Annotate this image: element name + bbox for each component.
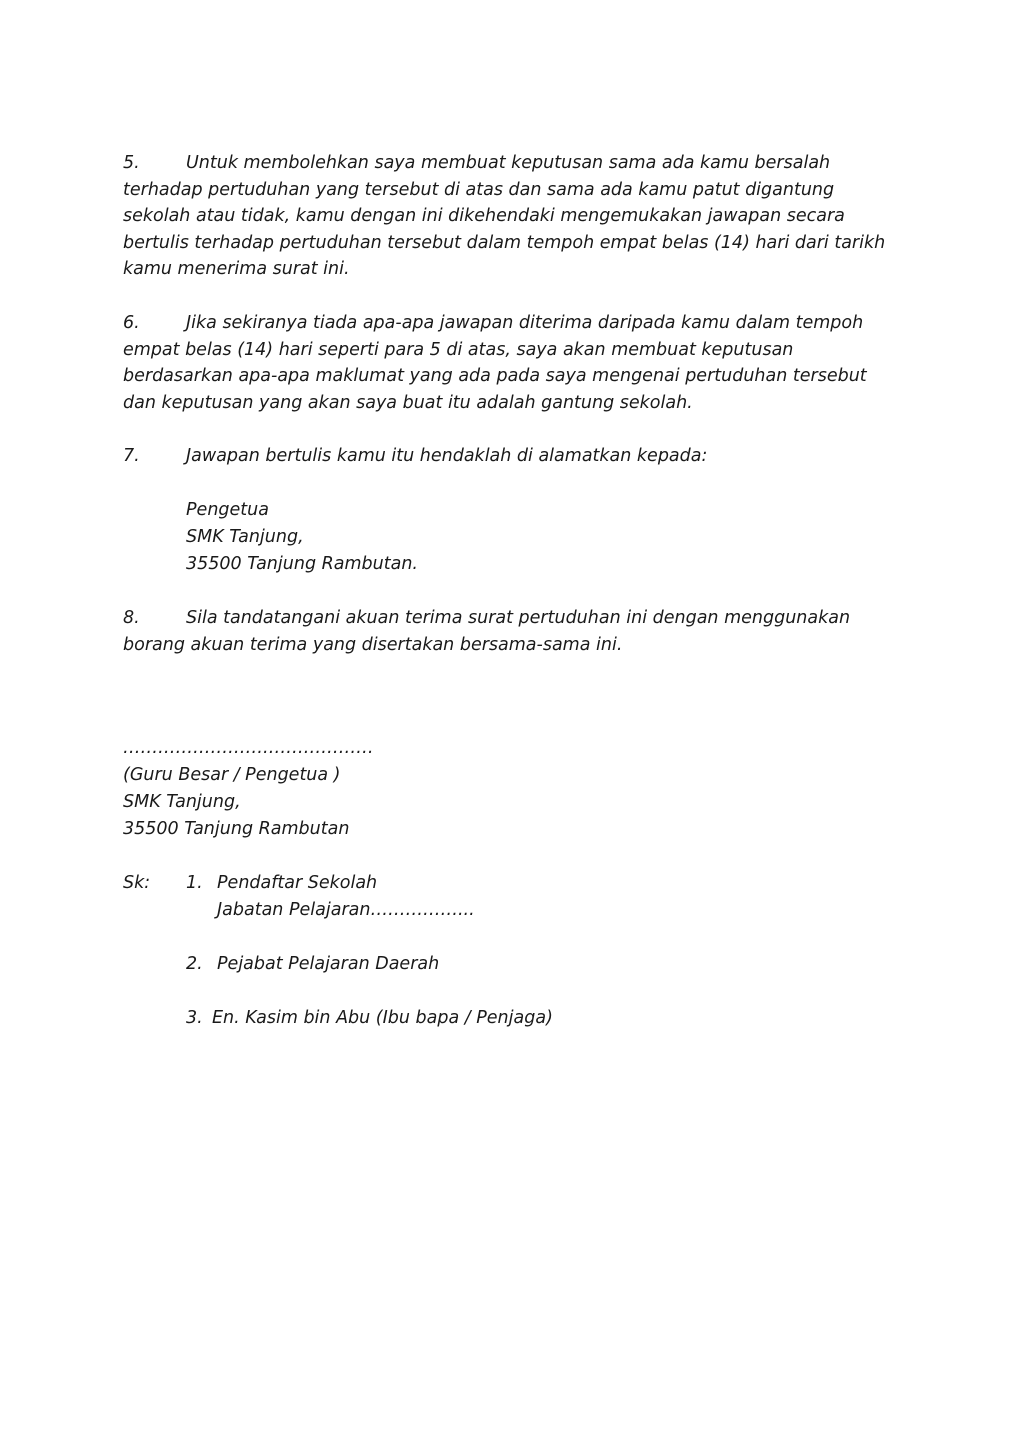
item-line: Pendaftar Sekolah [217, 873, 378, 894]
paragraph-text: Jawapan bertulis kamu itu hendaklah di alamatkan kepada: [186, 446, 708, 467]
item-index: 1. [186, 873, 203, 894]
signatory-postcode: 35500 Tanjung Rambutan [123, 819, 350, 840]
paragraph-8 [123, 605, 903, 658]
address-line-school: SMK Tanjung, [186, 526, 304, 547]
copy-to-item [186, 951, 903, 978]
paragraph-number: 6. [123, 312, 140, 333]
paragraph-7 [123, 443, 903, 470]
paragraph-number: 7. [123, 446, 140, 467]
paragraph-number: 8. [123, 607, 140, 628]
paragraph-text: Sila tandatangani akuan terima surat pertuduhan ini dengan menggunakan borang akuan terima yang disertakan bersama-sama ini. [123, 607, 851, 655]
signatory-school: SMK Tanjung, [123, 792, 241, 813]
address-line-postcode: 35500 Tanjung Rambutan. [186, 553, 418, 574]
item-index: 3. [186, 1008, 203, 1029]
paragraph-number: 5. [123, 153, 140, 173]
signature-line: …………………….……………… [123, 738, 374, 759]
signatory-title: (Guru Besar / Pengetua ) [123, 765, 341, 786]
item-subline: Jabatan Pelajaran……………... [217, 900, 475, 921]
item-index: 2. [186, 954, 203, 975]
paragraph-text: Untuk membolehkan saya membuat keputusan sama ada kamu bersalah terhadap pertuduhan yang tersebut di atas dan sama ada kamu patut digantung sekolah atau tidak, kamu dengan ini dikehendaki mengemukakan jawapan secara bertulis terhadap pertuduhan tersebut dalam tempoh empat belas (14) hari dari tarikh kamu menerima surat ini. [123, 153, 886, 280]
copy-to-list [123, 870, 903, 1032]
item-line: Pejabat Pelajaran Daerah [217, 954, 440, 975]
copy-to-item [186, 870, 903, 924]
paragraph-text: Jika sekiranya tiada apa-apa jawapan diterima daripada kamu dalam tempoh empat belas (14) hari seperti para 5 di atas, saya akan membuat keputusan berdasarkan apa-apa maklumat yang ada pada saya mengenai pertuduhan tersebut dan keputusan yang akan saya buat itu adalah gantung sekolah. [123, 312, 867, 413]
paragraph-5 [123, 150, 903, 283]
signature-block [123, 735, 903, 843]
paragraph-6 [123, 310, 903, 416]
copy-to-label: Sk: [123, 873, 151, 894]
address-line-recipient: Pengetua [186, 499, 269, 520]
reply-address [123, 497, 903, 578]
item-line: En. Kasim bin Abu (Ibu bapa / Penjaga) [212, 1008, 553, 1029]
copy-to-items [123, 870, 903, 1032]
letter-page [123, 150, 903, 1059]
copy-to-item [186, 1005, 903, 1032]
